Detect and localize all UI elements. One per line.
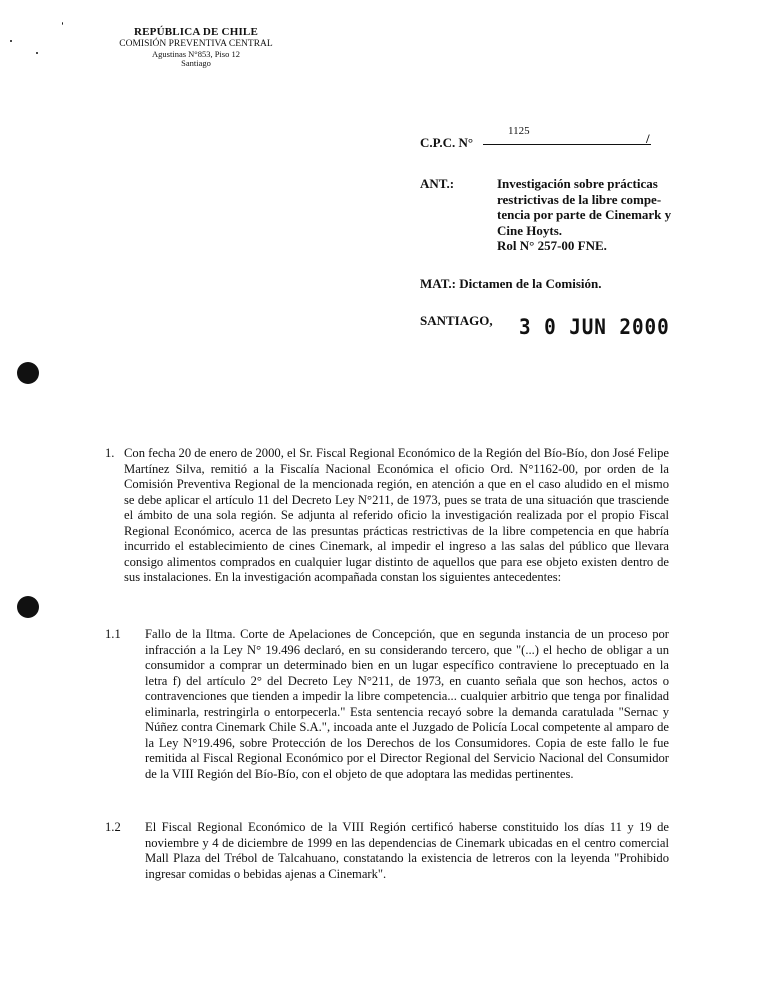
paragraph-1-2-number: 1.2 — [105, 820, 121, 834]
cpc-slash: / — [646, 131, 650, 146]
paragraph-1-number: 1. — [105, 446, 115, 460]
punch-hole-lower — [17, 596, 39, 618]
punch-hole-upper — [17, 362, 39, 384]
paragraph-1-1: Fallo de la Iltma. Corte de Apelaciones de Concepción, que en segunda instancia de un proceso por infracción a la Ley N° 19.496 declaró, en su considerando tercero, que "(...) el hecho de obligar a un consumidor a comprar un determinado bien en un lugar específico contraviene lo preceptuado en la letra f) del artículo 2° del Decreto Ley N°211, de 1973, en cuanto señala que son hechos, actos o contravenciones que tienden a impedir la libre competencia... cualquier arbitrio que tenga por finalidad eliminarla, restringirla o entorpecerla." Esta sentencia recayó sobre la demanda caratulada "Sernac y Núñez contra Cinemark Chile S.A.", incoada ante el Juzgado de Policía Local competente al amparo de la Ley N°19.496, sobre Protección de los Derechos de los Consumidores. Copia de este fallo le fue remitida al Fiscal Regional Económico por el Director Regional del Servicio Nacional del Consumidor de la VIII Región del Bío-Bío, con el objeto de que adoptara las medidas pertinentes. — [145, 627, 669, 781]
letterhead — [96, 26, 296, 69]
date-stamp: 3 0 JUN 2000 — [519, 315, 670, 339]
letterhead-commission: COMISIÓN PREVENTIVA CENTRAL — [119, 38, 273, 49]
mat-text: Dictamen de la Comisión. — [459, 276, 602, 291]
paragraph-1: Con fecha 20 de enero de 2000, el Sr. Fiscal Regional Económico de la Región del Bío-Bío, don José Felipe Martínez Silva, remitió a la Fiscalía Nacional Económica el oficio Ord. N°1162-00, por orden de la Comisión Preventiva Regional de la mencionada región, en atención a que en el caso aludido en el mismo se debe aplicar el artículo 11 del Decreto Ley N°211, de 1973, pues se trata de una situación que trasciende el ámbito de una sola región. Se adjunta al referido oficio la investigación realizada por el propio Fiscal Regional Económico, acerca de las presuntas prácticas restrictivas de la libre competencia en que habría incurrido el establecimiento de cines Cinemark, al impedir el ingreso a las salas del público que llevara consigo alimentos comprados en cualquier lugar distinto de aquellos que para ese objeto existen dentro de sus instalaciones. En la investigación acompañada constan los siguientes antecedentes: — [124, 446, 669, 584]
ant-text: Investigación sobre prácticas restrictivas de la libre compe- tencia por parte de Cinemark y Cine Hoyts. — [497, 176, 672, 238]
letterhead-address: Agustinas N°853, Piso 12 — [152, 48, 240, 59]
letterhead-country: REPÚBLICA DE CHILE — [133, 26, 258, 38]
paragraph-1-1-number: 1.1 — [105, 627, 121, 641]
ant-body — [497, 176, 689, 254]
cpc-number: 1125 — [508, 125, 530, 137]
mat-label: MAT.: — [420, 276, 456, 291]
cpc-label: C.P.C. N° — [420, 135, 474, 150]
cpc-underline — [483, 144, 651, 145]
place-label: SANTIAGO, — [420, 313, 493, 328]
ant-label: ANT.: — [420, 176, 455, 191]
scan-speck-top — [62, 22, 63, 25]
scan-speck-top-left — [10, 40, 12, 42]
ant-rol: Rol N° 257-00 FNE. — [497, 238, 607, 253]
letterhead-city: Santiago — [181, 58, 211, 69]
scan-speck-left — [36, 52, 38, 54]
paragraph-1-2: El Fiscal Regional Económico de la VIII Región certificó haberse constituido los días 11 y 19 de noviembre y 4 de diciembre de 1999 en las dependencias de Cinemark ubicadas en el centro comercial Mall Plaza del Trébol de Talcahuano, constatando la existencia de letreros con la leyenda "Prohibido ingresar comidas o bebidas ajenas a Cinemark". — [145, 820, 669, 881]
mat-line — [420, 276, 602, 292]
